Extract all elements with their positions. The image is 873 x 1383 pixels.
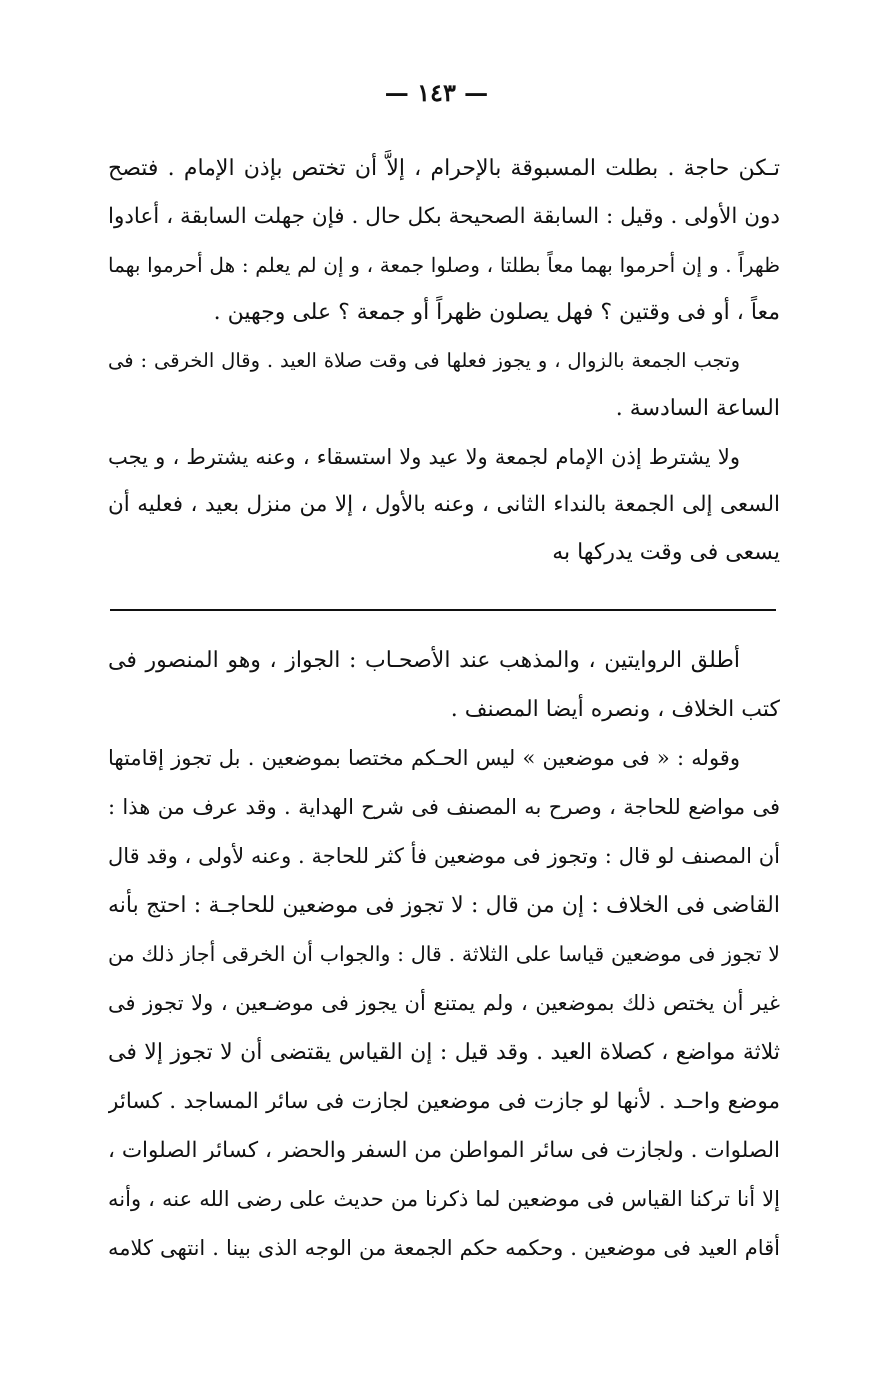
- footnote-line: كتب الخلاف ، ونصره أيضا المصنف .: [450, 697, 780, 722]
- footnote-line: أقام العيد فى موضعين . وحكمه حكم الجمعة من الوجه الذى بينا . انتهى كلامه: [108, 1236, 780, 1260]
- footnote-line: أطلق الروايتين ، والمذهب عند الأصحـاب : الجواز ، وهو المنصور فى: [108, 648, 740, 673]
- main-text-line: يسعى فى وقت يدركها به: [552, 540, 780, 565]
- footnote-line: القاضى فى الخلاف : إن من قال : لا تجوز فى موضعين للحاجـة : احتج بأنه: [108, 893, 780, 918]
- footnote-line: غير أن يختص ذلك بموضعين ، ولم يمتنع أن يجوز فى موضـعين ، ولا تجوز فى: [108, 991, 780, 1015]
- main-text-line: وتجب الجمعة بالزوال ، و يجوز فعلها فى وقت صلاة العيد . وقال الخرقى : فى: [108, 349, 740, 372]
- footnote-divider: [110, 609, 776, 611]
- page-number: — ١٤٣ —: [384, 78, 489, 107]
- footnote-text: [108, 636, 780, 1273]
- footnote-line: لا تجوز فى موضعين قياسا على الثلاثة . قال : والجواب أن الخرقى أجاز ذلك من: [108, 942, 780, 966]
- footnote-line: فى مواضع للحاجة ، وصرح به المصنف فى شرح الهداية . وقد عرف من هذا :: [108, 795, 780, 819]
- main-text-line: تـكن حاجة . بطلت المسبوقة بالإحرام ، إلاَّ أن تختص بإذن الإمام . فتصح: [108, 156, 780, 181]
- main-text-line: معاً ، أو فى وقتين ؟ فهل يصلون ظهراً أو جمعة ؟ على وجهين .: [213, 300, 780, 325]
- footnote-line: وقوله : « فى موضعين » ليس الحـكم مختصا بموضعين . بل تجوز إقامتها: [108, 746, 740, 770]
- main-text-line: ولا يشترط إذن الإمام لجمعة ولا عيد ولا استسقاء ، وعنه يشترط ، و يجب: [108, 445, 740, 469]
- footnote-line: موضع واحـد . لأنها لو جازت فى موضعين لجازت فى سائر المساجد . كسائر: [108, 1089, 780, 1114]
- main-text-line: ظهراً . و إن أحرموا بهما معاً بطلتا ، وصلوا جمعة ، و إن لم يعلم : هل أحرموا بهما: [108, 253, 780, 277]
- main-text: [108, 145, 780, 577]
- footnote-line: ثلاثة مواضع ، كصلاة العيد . وقد قيل : إن القياس يقتضى أن لا تجوز إلا فى: [108, 1040, 780, 1065]
- footnote-line: الصلوات . ولجازت فى سائر المواطن من السفر والحضر ، كسائر الصلوات ،: [108, 1138, 780, 1163]
- footnote-line: إلا أنا تركنا القياس فى موضعين لما ذكرنا من حديث على رضى الله عنه ، وأنه: [108, 1187, 780, 1211]
- main-text-line: الساعة السادسة .: [615, 396, 780, 421]
- main-text-line: السعى إلى الجمعة بالنداء الثانى ، وعنه بالأول ، إلا من منزل بعيد ، فعليه أن: [108, 492, 780, 517]
- main-text-line: دون الأولى . وقيل : السابقة الصحيحة بكل حال . فإن جهلت السابقة ، أعادوا: [108, 204, 780, 229]
- footnote-line: أن المصنف لو قال : وتجوز فى موضعين فأ كثر للحاجة . وعنه لأولى ، وقد قال: [108, 844, 780, 868]
